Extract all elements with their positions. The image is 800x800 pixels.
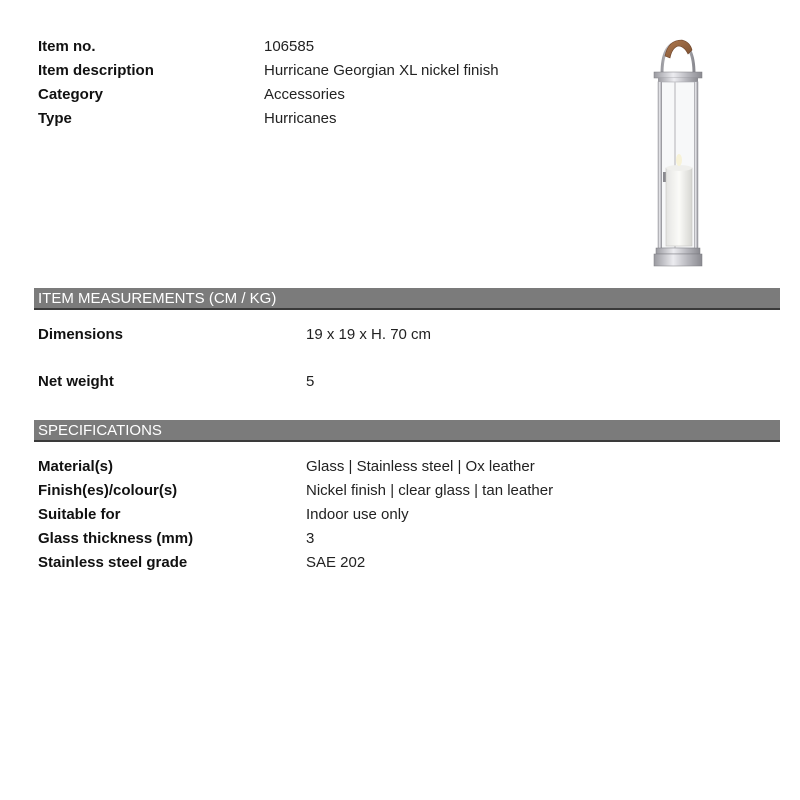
measurement-row-dimensions — [38, 325, 738, 345]
measurement-row-net-weight — [38, 372, 738, 392]
info-label: Item no. — [38, 38, 96, 55]
row-label: Glass thickness (mm) — [38, 530, 194, 547]
row-label: Finish(es)/colour(s) — [38, 482, 178, 499]
section-header-specifications: SPECIFICATIONS — [34, 420, 780, 442]
info-label: Type — [38, 110, 72, 127]
hurricane-lantern-icon — [632, 32, 722, 272]
row-label: Stainless steel grade — [38, 554, 188, 571]
spec-row-glass-thickness — [38, 529, 738, 549]
info-value: Hurricanes — [264, 110, 337, 127]
info-row-type — [38, 109, 598, 133]
section-header-measurements: ITEM MEASUREMENTS (CM / KG) — [34, 288, 780, 310]
item-info-table — [38, 37, 598, 133]
row-value: Nickel finish | clear glass | tan leather — [306, 482, 554, 499]
row-value: 19 x 19 x H. 70 cm — [306, 326, 432, 343]
spec-row-suitable-for — [38, 505, 738, 525]
info-label: Category — [38, 86, 104, 103]
row-label: Dimensions — [38, 326, 124, 343]
info-value: 106585 — [264, 38, 315, 55]
info-value: Accessories — [264, 86, 345, 103]
info-row-item-description — [38, 61, 598, 85]
info-row-item-no — [38, 37, 598, 61]
row-value: Indoor use only — [306, 506, 409, 523]
spec-row-finishes — [38, 481, 738, 501]
info-row-category — [38, 85, 598, 109]
row-value: Glass | Stainless steel | Ox leather — [306, 458, 535, 475]
row-value: SAE 202 — [306, 554, 366, 571]
row-label: Net weight — [38, 373, 114, 390]
spec-row-steel-grade — [38, 553, 738, 573]
row-label: Suitable for — [38, 506, 121, 523]
info-value: Hurricane Georgian XL nickel finish — [264, 62, 499, 79]
info-label: Item description — [38, 62, 154, 79]
row-value: 5 — [306, 373, 315, 390]
product-image — [632, 32, 722, 272]
spec-row-materials — [38, 457, 738, 477]
row-value: 3 — [306, 530, 315, 547]
row-label: Material(s) — [38, 458, 114, 475]
